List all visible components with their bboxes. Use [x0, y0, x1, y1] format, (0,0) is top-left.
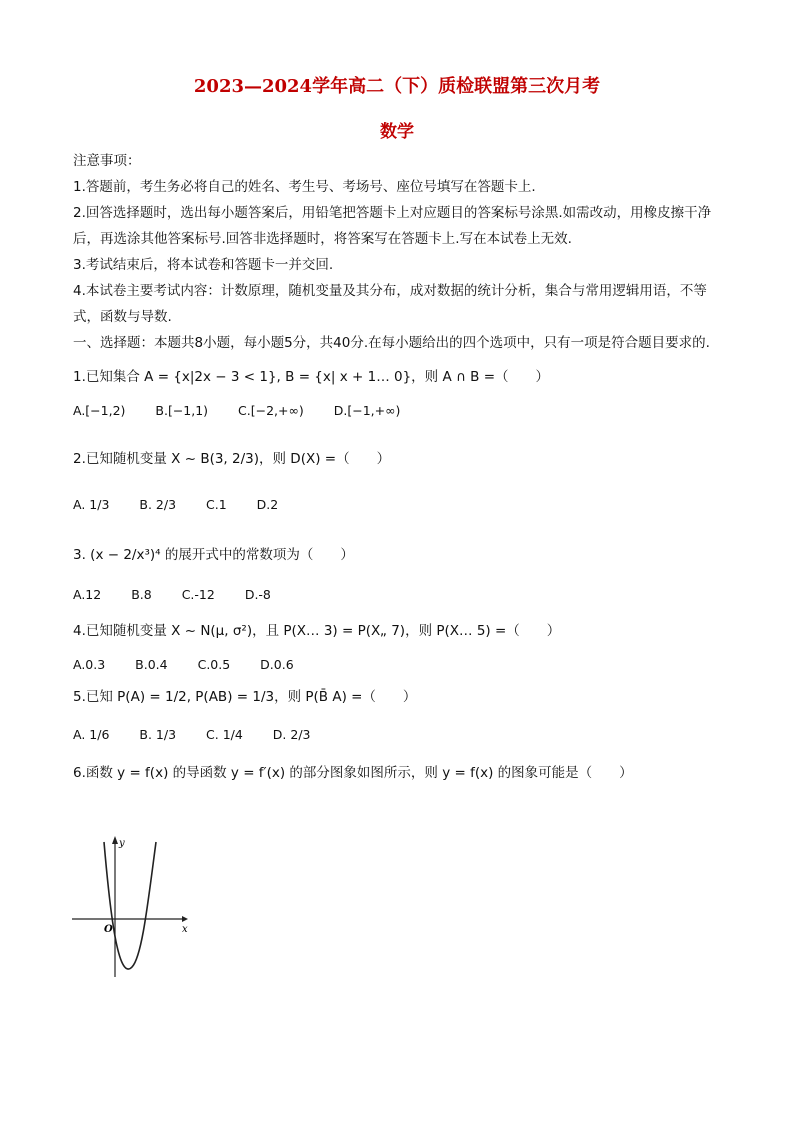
option: A.12	[73, 587, 102, 602]
option: D.0.6	[260, 657, 294, 672]
origin-label: O	[104, 924, 113, 935]
option: D.2	[256, 497, 279, 512]
note-item: 1.答题前，考生务必将自己的姓名、考生号、考场号、座位号填写在答题卡上.	[73, 179, 536, 195]
option: B. 2/3	[139, 497, 177, 512]
option: C. 1/4	[206, 727, 243, 742]
notes-heading: 注意事项：	[73, 153, 141, 169]
option: A.[−1,2)	[73, 403, 126, 418]
option: B.[−1,1)	[155, 403, 209, 418]
option: B. 1/3	[139, 727, 177, 742]
question-stem: 2.已知随机变量 X ~ B(3, 2/3)，则 D(X) =（ ）	[73, 451, 391, 467]
exam-title: 2023—2024学年高二（下）质检联盟第三次月考	[193, 76, 601, 97]
section-heading: 一、选择题：本题共8小题，每小题5分，共40分.在每小题给出的四个选项中，只有一项是符合题目要求的.	[73, 335, 710, 351]
question-options	[73, 492, 723, 518]
y-axis-arrow-icon	[112, 836, 118, 844]
y-axis-label: y	[119, 838, 125, 849]
x-axis-label: x	[182, 924, 188, 935]
question-stem: 5.已知 P(A) = 1/2, P(AB) = 1/3，则 P(B̄ A) =（ ）	[73, 689, 417, 705]
note-item: 2.回答选择题时，选出每小题答案后，用铅笔把答题卡上对应题目的答案标号涂黑.如需改动，用橡皮擦干净后，再选涂其他答案标号.回答非选择题时，将答案写在答题卡上.写在本试卷上无效.	[73, 205, 712, 247]
option: A.0.3	[73, 657, 106, 672]
question-stem: 3. (x − 2/x³)⁴ 的展开式中的常数项为（ ）	[73, 547, 354, 563]
option: C.1	[206, 497, 227, 512]
question-options	[73, 722, 723, 748]
option: D. 2/3	[272, 727, 311, 742]
question-options	[73, 652, 723, 678]
option: D.[−1,+∞)	[333, 403, 401, 418]
question-options	[73, 582, 723, 608]
option: A. 1/3	[73, 497, 110, 512]
note-item: 3.考试结束后，将本试卷和答题卡一并交回.	[73, 257, 334, 273]
exam-subject: 数学	[380, 122, 414, 142]
option: B.8	[131, 587, 152, 602]
x-axis-arrow-icon	[182, 916, 188, 922]
question-stem: 6.函数 y = f(x) 的导函数 y = f′(x) 的部分图象如图所示，则 y = f(x) 的图象可能是（ ）	[73, 765, 633, 781]
derivative-graph-figure	[70, 832, 190, 982]
option: A. 1/6	[73, 727, 110, 742]
option: B.0.4	[135, 657, 168, 672]
question-options	[73, 398, 723, 424]
option: C.0.5	[197, 657, 231, 672]
option: C.-12	[181, 587, 215, 602]
question-stem: 4.已知随机变量 X ~ N(μ, σ²)，且 P(X… 3) = P(X„ 7)，则 P(X… 5) =（ ）	[73, 623, 561, 639]
exam-content	[73, 148, 723, 786]
option: C.[−2,+∞)	[238, 403, 304, 418]
option: D.-8	[244, 587, 271, 602]
note-item: 4.本试卷主要考试内容：计数原理，随机变量及其分布，成对数据的统计分析，集合与常用逻辑用语，不等式，函数与导数.	[73, 283, 707, 325]
question-stem: 1.已知集合 A = {x|2x − 3 < 1}, B = {x| x + 1… 0}，则 A ∩ B =（ ）	[73, 369, 550, 385]
derivative-curve	[104, 842, 156, 969]
